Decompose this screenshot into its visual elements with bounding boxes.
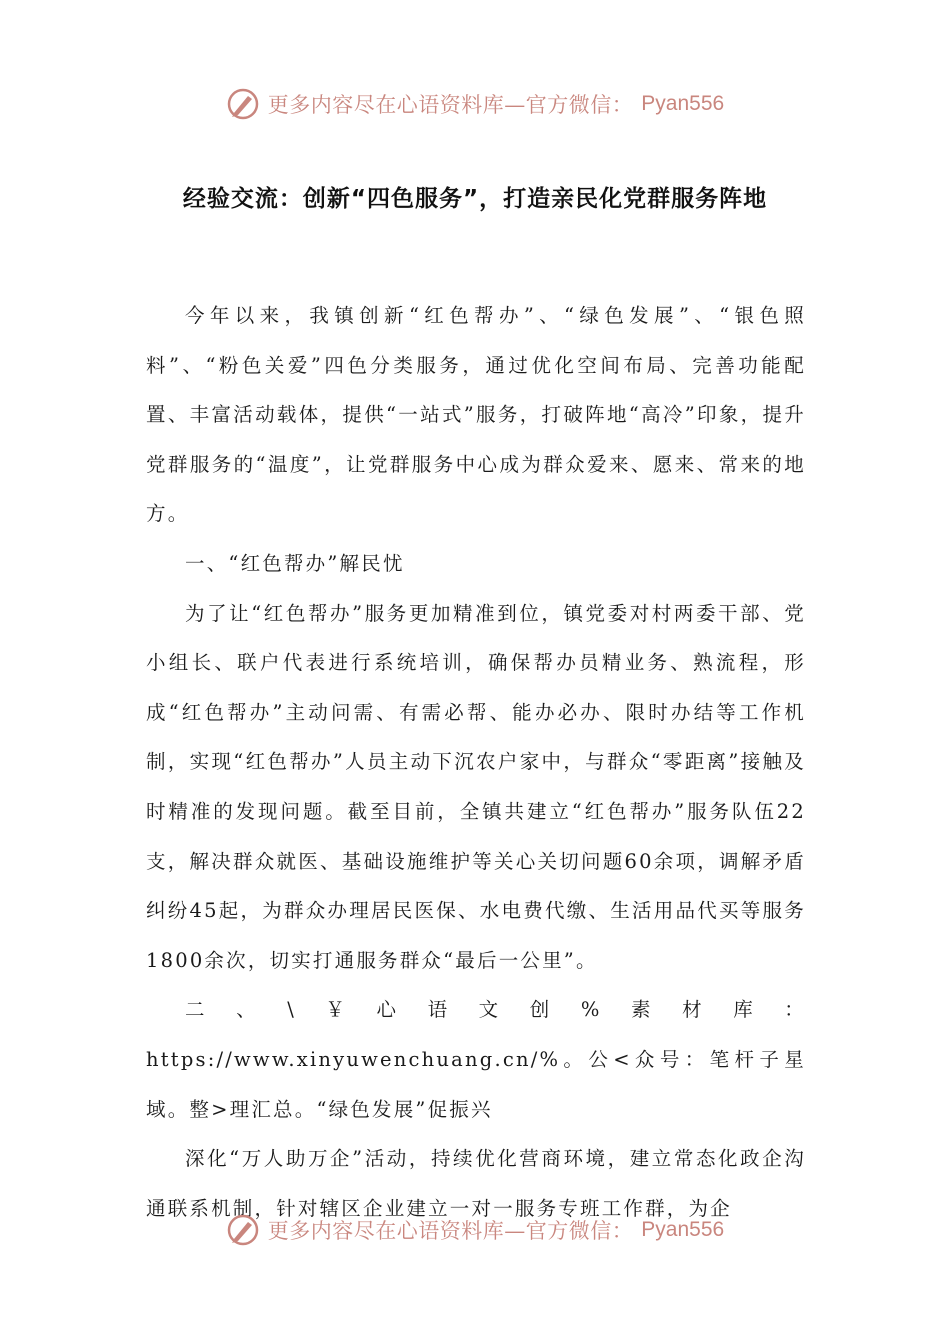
- pen-circle-logo-icon: [226, 1213, 260, 1247]
- banner-wechat-id: Pyan556: [641, 1218, 725, 1241]
- section-heading-1: 一、“红色帮办”解民忧: [185, 551, 405, 575]
- banner-wechat-id: Pyan556: [641, 92, 725, 115]
- paragraph-section-1: 为了让“红色帮办”服务更加精准到位，镇党委对村两委干部、党小组长、联户代表进行系统培训，确保帮办员精业务、熟流程，形成“红色帮办”主动问需、有需必帮、能办必办、限时办结等工作机制，实现“红色帮办”人员主动下沉农户家中，与群众“零距离”接触及时精准的发现问题。截至目前，全镇共建立“红色帮办”服务队伍22支，解决群众就医、基础设施维护等关心关切问题60余项，调解矛盾纠纷45起，为群众办理居民医保、水电费代缴、生活用品代买等服务1800余次，切实打通服务群众“最后一公里”。: [146, 601, 806, 972]
- banner-text: 更多内容尽在心语资料库—官方微信：: [267, 1219, 634, 1243]
- document-body: [146, 291, 806, 1233]
- banner-text: 更多内容尽在心语资料库—官方微信：: [267, 93, 634, 117]
- pen-circle-logo-icon: [226, 87, 260, 121]
- section-heading-2: 二、\￥心语文创%素材库：https://www.xinyuwenchuang.cn/%。公<众号：笔杆子星域。整>理汇总。“绿色发展”促振兴: [146, 998, 806, 1121]
- paragraph-section-2: 深化“万人助万企”活动，持续优化营商环境，建立常态化政企沟通联系机制，针对辖区企业建立一对一服务专班工作群，为企: [146, 1147, 806, 1220]
- paragraph-intro: 今年以来，我镇创新“红色帮办”、“绿色发展”、“银色照料”、“粉色关爱”四色分类服务，通过优化空间布局、完善功能配置、丰富活动载体，提供“一站式”服务，打破阵地“高冷”印象，提升党群服务的“温度”，让党群服务中心成为群众爱来、愿来、常来的地方。: [146, 304, 806, 526]
- document-title: 经验交流：创新“四色服务”，打造亲民化党群服务阵地: [182, 186, 768, 212]
- footer-watermark-banner: [0, 1210, 950, 1250]
- header-watermark-banner: [0, 84, 950, 124]
